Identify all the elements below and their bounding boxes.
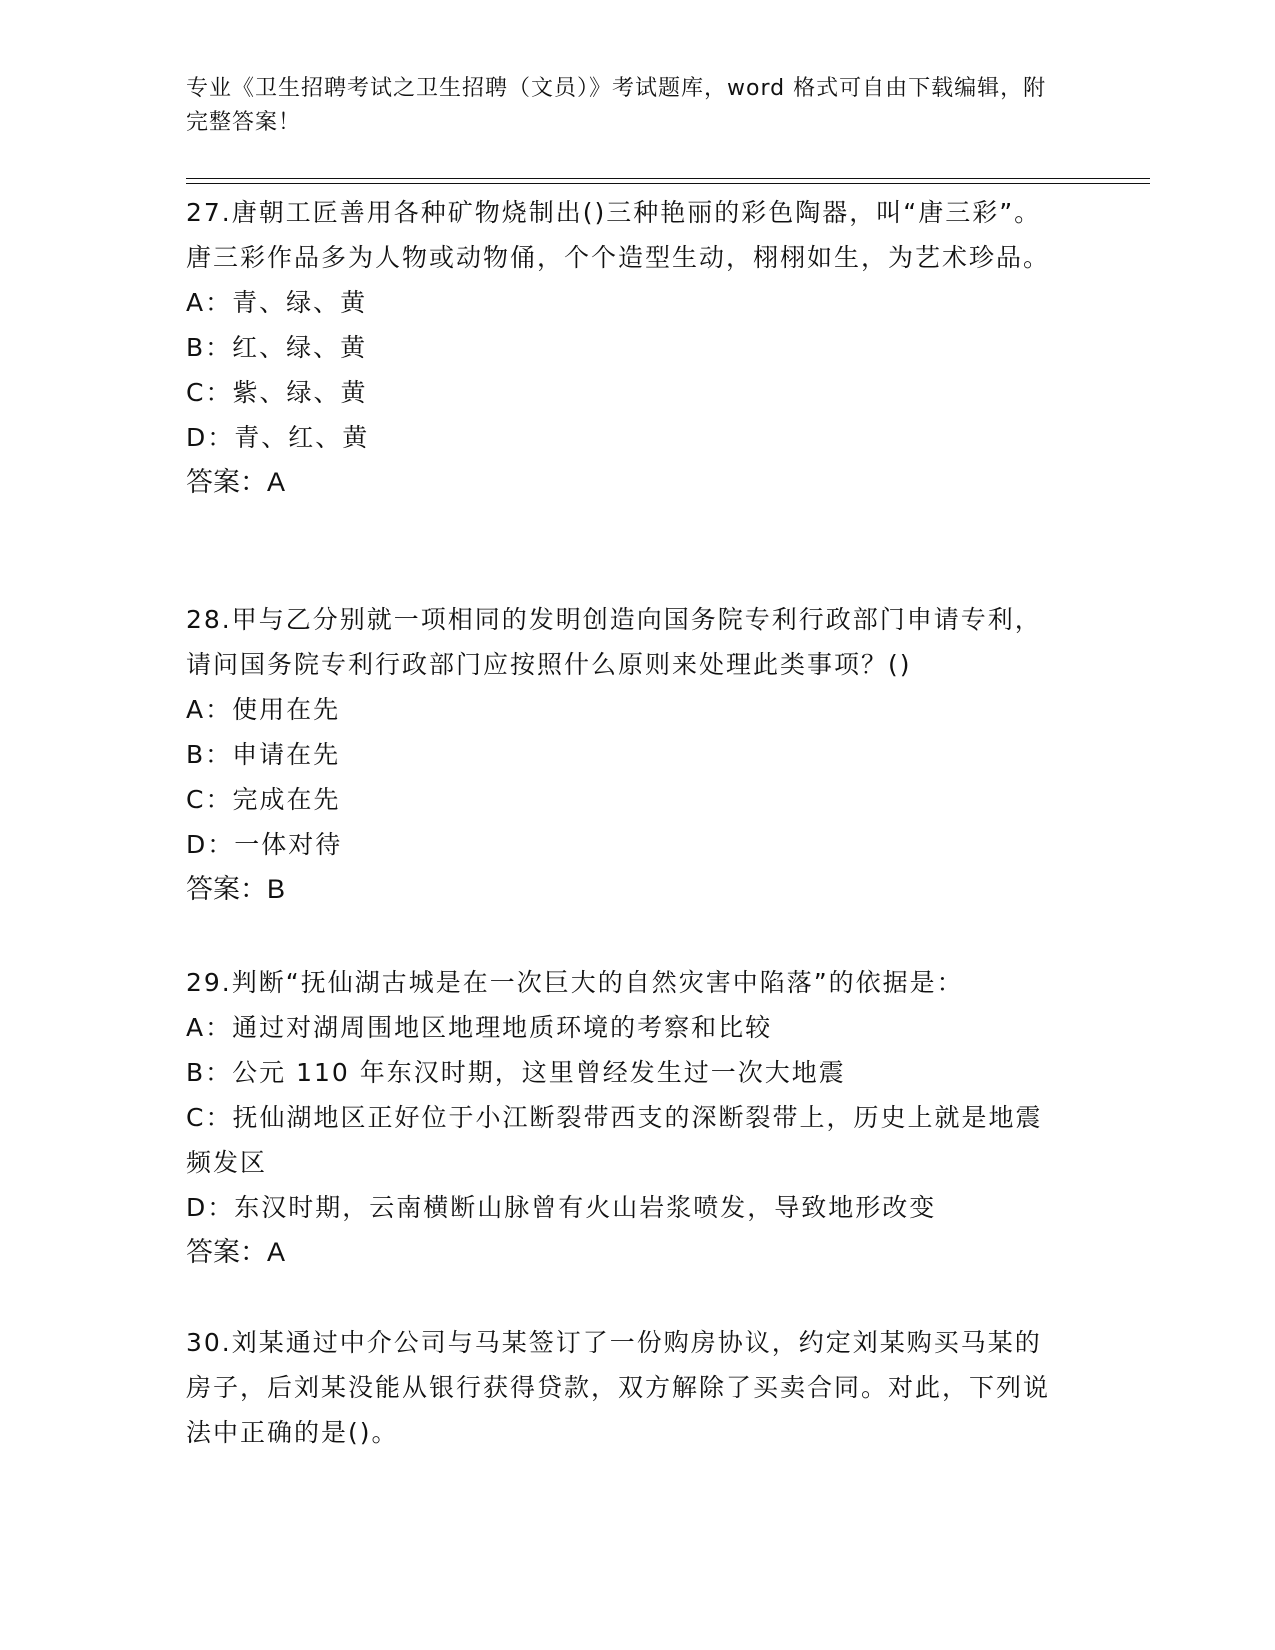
option-d: D：青、红、黄 <box>186 423 370 452</box>
answer: 答案：B <box>186 874 286 904</box>
question-stem: 30.刘某通过中介公司与马某签订了一份购房协议，约定刘某购买马某的房子，后刘某没能从银行获得贷款，双方解除了买卖合同。对此，下列说法中正确的是()。 <box>186 1328 1051 1447</box>
question-stem: 28.甲与乙分别就一项相同的发明创造向国务院专利行政部门申请专利，请问国务院专利行政部门应按照什么原则来处理此类事项？() <box>186 605 1042 679</box>
option-a: A：通过对湖周围地区地理地质环境的考察和比较 <box>186 1013 773 1042</box>
option-d: D：东汉时期，云南横断山脉曾有火山岩浆喷发，导致地形改变 <box>186 1193 937 1222</box>
option-a: A：使用在先 <box>186 695 341 724</box>
option-b: B：红、绿、黄 <box>186 333 368 362</box>
document-header: 专业《卫生招聘考试之卫生招聘（文员）》考试题库，word 格式可自由下载编辑，附完整答案！ <box>186 76 1047 135</box>
option-c: C：完成在先 <box>186 785 341 814</box>
option-b: B：申请在先 <box>186 740 341 769</box>
option-c: C：抚仙湖地区正好位于小江断裂带西支的深断裂带上，历史上就是地震频发区 <box>186 1103 1043 1177</box>
question-stem: 27.唐朝工匠善用各种矿物烧制出()三种艳丽的彩色陶器，叫“唐三彩”。唐三彩作品多为人物或动物俑，个个造型生动，栩栩如生，为艺术珍品。 <box>186 198 1051 272</box>
header-divider-bottom <box>186 183 1150 184</box>
answer: 答案：A <box>186 1237 286 1267</box>
question-29 <box>186 960 1066 1275</box>
question-27 <box>186 190 1066 505</box>
option-d: D：一体对待 <box>186 830 343 859</box>
question-stem: 29.判断“抚仙湖古城是在一次巨大的自然灾害中陷落”的依据是： <box>186 968 964 997</box>
question-28 <box>186 597 1066 912</box>
question-30 <box>186 1320 1066 1455</box>
option-c: C：紫、绿、黄 <box>186 378 368 407</box>
answer: 答案：A <box>186 467 286 497</box>
header-divider-top <box>186 178 1150 179</box>
option-a: A：青、绿、黄 <box>186 288 368 317</box>
option-b: B：公元 110 年东汉时期，这里曾经发生过一次大地震 <box>186 1058 846 1087</box>
